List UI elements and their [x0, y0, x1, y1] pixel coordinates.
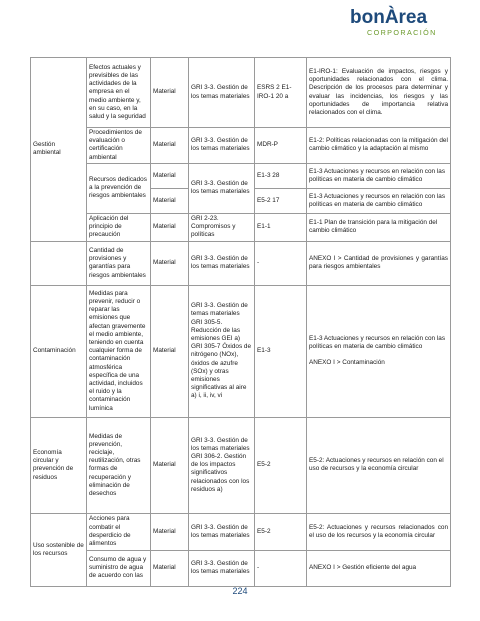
- topic-cell: Contaminación: [31, 285, 87, 417]
- table-row: [31, 163, 451, 188]
- section-cell: E1-1 Plan de transición para la mitigación del cambio climático: [307, 213, 451, 241]
- impact-cell: Medidas de prevención, reciclaje, reutilización, otras formas de recuperación y eliminación de desechos: [87, 417, 151, 513]
- materiality-cell: Material: [151, 163, 189, 188]
- impact-cell: Acciones para combatir el desperdicio de alimentos: [87, 513, 151, 550]
- gri-cell: GRI 3-3. Gestión de los temas materiales: [189, 550, 255, 586]
- section-cell: E5-2: Actuaciones y recursos en relación con el uso de recursos y la economía circular: [307, 417, 451, 513]
- section-cell: E1-IRO-1: Evaluación de impactos, riesgos y oportunidades relacionados con el clima. Descripción de los procesos para determinar y evaluar las incidencias, los riesgos y las oportunidades de importancia relativa relacionados con el clima.: [307, 58, 451, 128]
- section-cell: E1-3 Actuaciones y recursos en relación con las políticas en materia de cambio climático: [307, 163, 451, 188]
- section-text-annex: ANEXO I > Contaminación: [309, 359, 385, 367]
- esrs-cell: MDR-P: [255, 128, 307, 164]
- table-row: [31, 417, 451, 513]
- topic-cell: [31, 241, 87, 285]
- logo-subtitle: CORPORACIÓN: [367, 28, 437, 37]
- esrs-cell: ESRS 2 E1-IRO-1 20 a: [255, 58, 307, 128]
- section-cell: ANEXO I > Gestión eficiente del agua: [307, 550, 451, 586]
- impact-cell: Consumo de agua y suministro de agua de acuerdo con las: [87, 550, 151, 586]
- gri-cell: GRI 2-23. Compromisos y políticas: [189, 213, 255, 241]
- content-index-table: [30, 57, 451, 587]
- impact-cell: Recursos dedicados a la prevención de riesgos ambientales: [87, 163, 151, 213]
- esrs-cell: E1-1: [255, 213, 307, 241]
- materiality-cell: Material: [151, 213, 189, 241]
- impact-cell: Cantidad de provisiones y garantías para riesgos ambientales: [87, 241, 151, 285]
- impact-cell: Medidas para prevenir, reducir o reparar las emisiones que afectan gravemente el medio ambiente, teniendo en cuenta cualquier forma de contaminación atmosférica específica de una actividad, incluidos el ruido y la contaminación lumínica: [87, 285, 151, 417]
- esrs-cell: -: [255, 550, 307, 586]
- esrs-cell: E1-3 28: [255, 163, 307, 188]
- section-cell: ANEXO I > Cantidad de provisiones y garantías para riesgos ambientales: [307, 241, 451, 285]
- section-cell: E5-2: Actuaciones y recursos relacionados con el uso de los recursos y la economía circular: [307, 513, 451, 550]
- esrs-cell: E5-2 17: [255, 188, 307, 213]
- materiality-cell: Material: [151, 417, 189, 513]
- table-row: [31, 58, 451, 128]
- topic-cell: Economía circular y prevención de residuos: [31, 417, 87, 513]
- topic-cell: Gestión ambiental: [31, 58, 87, 242]
- materiality-cell: Material: [151, 550, 189, 586]
- table-row: [31, 285, 451, 417]
- impact-cell: Procedimientos de evaluación o certificación ambiental: [87, 128, 151, 164]
- materiality-cell: Material: [151, 58, 189, 128]
- company-logo: [350, 8, 440, 42]
- impact-cell: Efectos actuales y previsibles de las actividades de la empresa en el medio ambiente y, en su caso, en la salud y la seguridad: [87, 58, 151, 128]
- esrs-cell: E5-2: [255, 513, 307, 550]
- gri-cell: GRI 3-3. Gestión de los temas materiales: [189, 128, 255, 164]
- gri-cell: GRI 3-3. Gestión de los temas materiales: [189, 241, 255, 285]
- materiality-cell: Material: [151, 241, 189, 285]
- gri-cell: GRI 3-3. Gestión de los temas materiales GRI 306-2. Gestión de los impactos significativos relacionados con los residuos a): [189, 417, 255, 513]
- table-row: [31, 241, 451, 285]
- gri-cell: GRI 3-3. Gestión de temas materiales GRI 305-5. Reducción de las emisiones GEI a) GRI 305-7 Óxidos de nitrógeno (NOx), óxidos de azufre (SOx) y otras emisiones significativas al aire a) i, ii, iv, vi: [189, 285, 255, 417]
- table-row: [31, 128, 451, 164]
- table-row: [31, 213, 451, 241]
- table-row: [31, 550, 451, 586]
- materiality-cell: Material: [151, 285, 189, 417]
- materiality-cell: Material: [151, 513, 189, 550]
- materiality-cell: Material: [151, 128, 189, 164]
- section-cell: [307, 285, 451, 417]
- logo-brand: bonÀrea: [350, 7, 428, 28]
- esrs-cell: -: [255, 241, 307, 285]
- gri-cell: GRI 3-3. Gestión de los temas materiales: [189, 58, 255, 128]
- esrs-cell: E1-3: [255, 285, 307, 417]
- topic-cell: Uso sostenible de los recursos: [31, 513, 87, 586]
- materiality-cell: Material: [151, 188, 189, 213]
- impact-cell: Aplicación del principio de precaución: [87, 213, 151, 241]
- section-cell: E1-2: Políticas relacionadas con la mitigación del cambio climático y la adaptación al mismo: [307, 128, 451, 164]
- page-number: 224: [232, 586, 248, 596]
- gri-cell: GRI 3-3. Gestión de los temas materiales: [189, 163, 255, 213]
- section-cell: E1-3 Actuaciones y recursos en relación con las políticas en materia de cambio climático: [307, 188, 451, 213]
- table-row: [31, 513, 451, 550]
- esrs-cell: E5-2: [255, 417, 307, 513]
- section-text: E1-3 Actuaciones y recursos en relación con las políticas en materia de cambio climático: [309, 335, 446, 351]
- gri-cell: GRI 3-3. Gestión de los temas materiales: [189, 513, 255, 550]
